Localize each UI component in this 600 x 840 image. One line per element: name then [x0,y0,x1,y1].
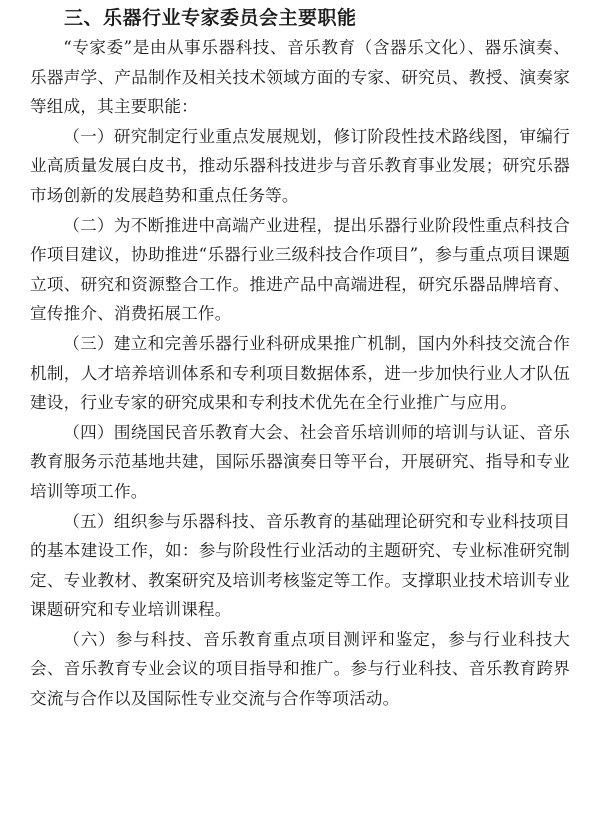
intro-paragraph: “专家委”是由从事乐器科技、音乐教育（含器乐文化）、器乐演奏、乐器声学、产品制作及相关技术领域方面的专家、研究员、教授、演奏家等组成，其主要职能： [30,38,570,117]
function-item-1: （一）研究制定行业重点发展规划，修订阶段性技术路线图，审编行业高质量发展白皮书，推动乐器科技进步与音乐教育事业发展；研究乐器市场创新的发展趋势和重点任务等。 [30,126,570,205]
section-heading: 三、乐器行业专家委员会主要职能 [64,7,357,29]
function-item-2: （二）为不断推进中高端产业进程，提出乐器行业阶段性重点科技合作项目建议，协助推进“乐器行业三级科技合作项目”，参与重点项目课题立项、研究和资源整合工作。推进产品中高端进程，研究乐器品牌培育、宣传推介、消费拓展工作。 [30,215,570,324]
function-item-6: （六）参与科技、音乐教育重点项目测评和鉴定，参与行业科技大会、音乐教育专业会议的项目指导和推广。参与行业科技、音乐教育跨界交流与合作以及国际性专业交流与合作等项活动。 [30,629,570,709]
function-item-4: （四）围绕国民音乐教育大会、社会音乐培训师的培训与认证、音乐教育服务示范基地共建，国际乐器演奏日等平台，开展研究、指导和专业培训等项工作。 [30,422,570,501]
function-item-5: （五）组织参与乐器科技、音乐教育的基础理论研究和专业科技项目的基本建设工作，如：参与阶段性行业活动的主题研究、专业标准研究制定、专业教材、教案研究及培训考核鉴定等工作。支撑职业技术培训专业课题研究和专业培训课程。 [30,511,570,620]
function-item-3: （三）建立和完善乐器行业科研成果推广机制，国内外科技交流合作机制，人才培养培训体系和专利项目数据体系，进一步加快行业人才队伍建设，行业专家的研究成果和专利技术优先在全行业推广与应用。 [30,333,570,413]
